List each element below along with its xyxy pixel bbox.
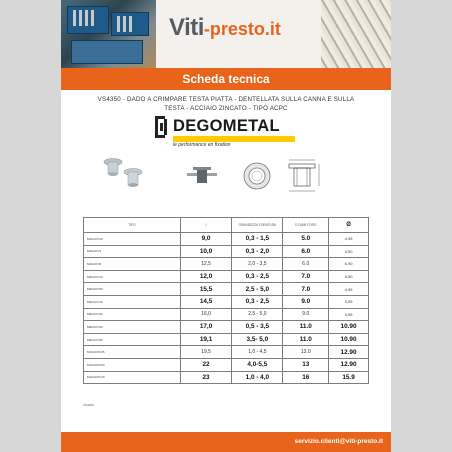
title-bar [61,68,391,90]
cell-code: M5ACPC10 [84,270,181,283]
cell-price: 3,95 [329,308,369,321]
cell-length: 12,0 [180,270,231,283]
cell-range: 2,5 - 5,0 [232,283,283,296]
rivet-nut-top-view [241,160,273,192]
cell-range: 3,5- 5,0 [232,333,283,346]
cell-code: M4ACPC3 [84,245,181,258]
cell-range: 2,5 - 5,0 [232,308,283,321]
table-header-row [84,218,369,233]
cell-range: 2,0 - 3,5 [232,258,283,271]
header-price: Ø [329,218,369,233]
table-row [84,321,369,334]
table-row [84,233,369,246]
technical-drawing [283,156,333,196]
cell-length: 14,5 [180,295,231,308]
footnote: VS4350 [83,403,94,407]
header-type: TIPO [84,218,181,233]
cell-price: 6,90 [329,258,369,271]
site-logo[interactable] [169,14,281,44]
cell-hole: 7.0 [283,270,329,283]
cell-range: 0,5 - 3,5 [232,321,283,334]
product-description: VS4350 - DADO A CRIMPARE TESTA PIATTA - DENTELLATA SULLA CANNA E SULLA TESTA - ACCIAIO ZINCATO - TIPO ACPC [97,96,355,112]
cell-code: M5ACPC50 [84,283,181,296]
cell-code: M4ACPC10 [84,233,181,246]
cell-length: 22 [180,358,231,371]
cell-length: 10,0 [180,245,231,258]
cell-range: 4,0-5,5 [232,358,283,371]
table-row [84,333,369,346]
table-row [84,308,369,321]
brand-mark-icon [155,116,171,138]
cell-price: 10.90 [329,333,369,346]
cell-price: 4,95 [329,233,369,246]
cell-hole: 13 [283,358,329,371]
cell-hole: 7.0 [283,283,329,296]
page-title: Scheda tecnica [182,72,270,86]
cell-code: M4ACPC8 [84,258,181,271]
cell-range: 0,3 - 2,0 [232,245,283,258]
cell-length: 19,5 [180,346,231,359]
cell-length: 9,0 [180,233,231,246]
cell-price: 4,90 [329,270,369,283]
contact-email-link[interactable]: servizio.clienti@viti-presto.it [294,438,383,445]
cell-price: 15.9 [329,371,369,384]
footer-bar [61,432,391,452]
cell-length: 17,0 [180,321,231,334]
cell-price: 4,95 [329,283,369,296]
cell-length: 12,5 [180,258,231,271]
rivet-nut-section-photo [187,164,217,188]
specifications-table [83,217,369,384]
cell-length: 19,1 [180,333,231,346]
cell-code: M12ACPC40 [84,371,181,384]
table-body [84,233,369,384]
cell-code: M8ACPC50 [84,333,181,346]
product-images [61,150,391,200]
cell-length: 16,0 [180,308,231,321]
cell-range: 0,3 - 2,5 [232,295,283,308]
logo-suffix-text: -presto.it [203,19,281,39]
brand-name: DEGOMETAL [173,117,280,135]
cell-hole: 6.0 [283,258,329,271]
table-row [84,346,369,359]
cell-hole: 5.0 [283,233,329,246]
cell-hole: 9.0 [283,295,329,308]
cell-price: 4,90 [329,245,369,258]
cell-code: M10ACPC60 [84,358,181,371]
table-row [84,358,369,371]
cell-range: 0,3 - 1,5 [232,233,283,246]
table-row [84,371,369,384]
cell-price: 12.90 [329,346,369,359]
cell-length: 15,5 [180,283,231,296]
cell-price: 12.90 [329,358,369,371]
header-banner [61,0,391,68]
logo-main-text: Viti [169,14,204,41]
document-page [61,0,391,452]
rivet-nut-photo [97,150,157,192]
cell-hole: 16 [283,371,329,384]
cell-hole: 6.0 [283,245,329,258]
cell-code: M8ACPC30 [84,321,181,334]
table-row [84,245,369,258]
cell-code: M6ACPC10 [84,295,181,308]
cell-code: M10ACPC35 [84,346,181,359]
cell-range: 1,0 - 4,0 [232,371,283,384]
screws-photo [321,0,391,68]
table-row [84,295,369,308]
table-row [84,258,369,271]
table-row [84,270,369,283]
cell-hole: 9.0 [283,308,329,321]
header-hole: D DIAM FORO [283,218,329,233]
brand-tagline: le performance en fixation [173,142,231,148]
cell-range: 0,3 - 2,5 [232,270,283,283]
cell-price: 3,95 [329,295,369,308]
tools-photo [61,0,156,68]
header-range: GRANDEZZA FORATURA [232,218,283,233]
cell-hole: 11.0 [283,333,329,346]
cell-hole: 13.0 [283,346,329,359]
cell-range: 1,0 - 4,5 [232,346,283,359]
header-length: I [180,218,231,233]
cell-length: 23 [180,371,231,384]
brand-logo [155,116,305,150]
table-row [84,283,369,296]
cell-price: 10.90 [329,321,369,334]
cell-code: M6ACPC30 [84,308,181,321]
cell-hole: 11.0 [283,321,329,334]
